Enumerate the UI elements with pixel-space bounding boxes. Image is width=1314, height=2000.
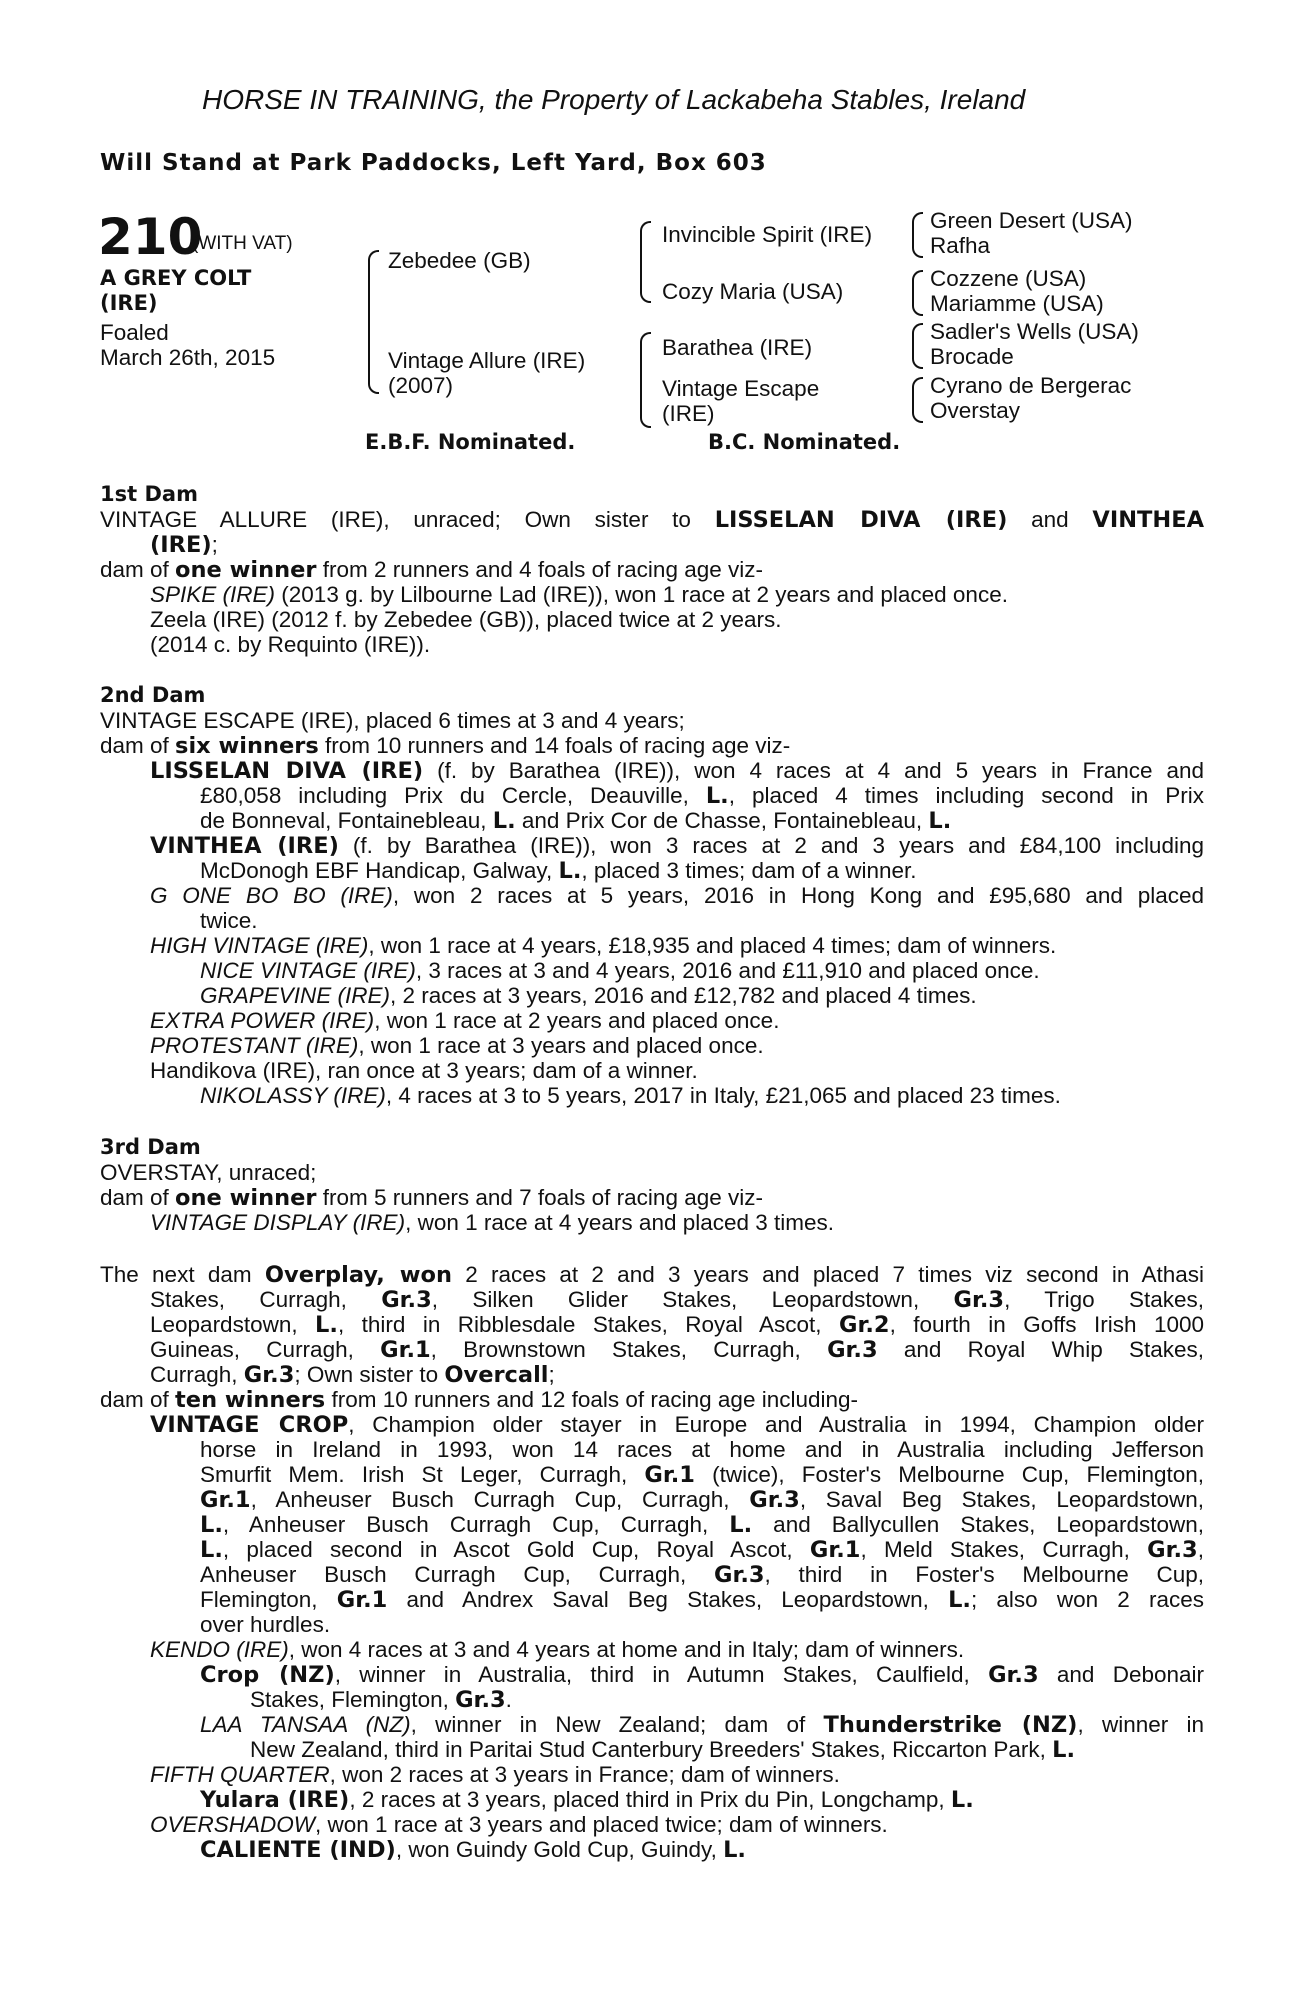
progeny-line <box>200 958 1040 983</box>
horse-name: CALIENTE (IND) <box>200 1837 396 1863</box>
text: , winner in New Zealand; dam of <box>410 1712 824 1737</box>
text: , won 1 race at 3 years and placed twice; dam of winners. <box>315 1812 888 1837</box>
pedigree-dam-year: (2007) <box>388 373 454 398</box>
race-grade: Gr.3 <box>243 1362 295 1388</box>
winner-count: one winner <box>175 1185 317 1211</box>
horse-name: VINTAGE DISPLAY (IRE) <box>150 1210 406 1235</box>
race-grade: L. <box>723 1837 746 1863</box>
text: and Ballycullen Stakes, Leopardstown, <box>752 1512 1204 1537</box>
text: and Prix Cor de Chasse, Fontainebleau, <box>515 808 929 833</box>
text: Curragh, <box>150 1362 244 1387</box>
section-heading: 2nd Dam <box>100 683 206 707</box>
race-grade: L. <box>1052 1737 1076 1763</box>
race-grade: Gr.1 <box>809 1537 861 1563</box>
text: , <box>1197 1537 1204 1562</box>
progeny-line <box>150 833 1204 859</box>
progeny-line: Zeela (IRE) (2012 f. by Zebedee (GB)), placed twice at 2 years. <box>150 607 782 632</box>
race-grade: L. <box>200 1537 223 1563</box>
text: , Champion older stayer in Europe and Australia in 1994, Champion older <box>348 1412 1204 1437</box>
race-grade: Gr.1 <box>380 1337 431 1363</box>
pedigree-sire-sire: Invincible Spirit (IRE) <box>662 222 873 247</box>
text: and Debonair <box>1038 1662 1205 1687</box>
progeny-line <box>200 1462 1204 1488</box>
text: . <box>505 1687 512 1712</box>
race-grade: Gr.3 <box>953 1287 1005 1313</box>
section-heading: 1st Dam <box>100 482 198 506</box>
progeny-line <box>200 1083 1061 1108</box>
progeny-line <box>150 933 1056 958</box>
text: dam of <box>100 1185 176 1210</box>
progeny-line <box>200 1512 1204 1538</box>
text: and Andrex Saval Beg Stakes, Leopardstown, <box>387 1587 949 1612</box>
text: Smurfit Mem. Irish St Leger, Curragh, <box>200 1462 645 1487</box>
race-grade: Gr.3 <box>713 1562 765 1588</box>
progeny-line <box>150 1033 764 1058</box>
text: 2 races at 2 and 3 years and placed 7 times viz second in Athasi <box>451 1262 1205 1287</box>
brace <box>912 377 923 423</box>
horse-name: LISSELAN DIVA (IRE) <box>150 758 424 784</box>
race-grade: L. <box>200 1512 223 1538</box>
text: , won 1 race at 4 years and placed 3 times. <box>405 1210 835 1235</box>
text: New Zealand, third in Paritai Stud Canterbury Breeders' Stakes, Riccarton Park, <box>250 1737 1053 1762</box>
race-grade: L. <box>948 1587 971 1613</box>
pedigree-dam: Vintage Allure (IRE) <box>388 348 586 373</box>
pedigree-sdd: Mariamme (USA) <box>930 291 1104 316</box>
section-heading: 3rd Dam <box>100 1135 201 1159</box>
race-grade: L. <box>705 783 729 809</box>
text: ; Own sister to <box>294 1362 445 1387</box>
dam-line <box>150 1362 555 1388</box>
text: (f. by Barathea (IRE)), won 3 races at 2 and 3 years and £84,100 including <box>338 833 1204 858</box>
horse-name: EXTRA POWER (IRE) <box>150 1008 375 1033</box>
text: , won 2 races at 3 years in France; dam of winners. <box>329 1762 840 1787</box>
progeny-line: over hurdles. <box>200 1612 331 1637</box>
race-grade: L. <box>729 1512 753 1538</box>
text: and <box>1007 507 1093 532</box>
horse-name: G ONE BO BO (IRE) <box>150 883 393 908</box>
text: dam of <box>100 733 176 758</box>
text: de Bonneval, Fontainebleau, <box>200 808 493 833</box>
progeny-line: Handikova (IRE), ran once at 3 years; dam of a winner. <box>150 1058 698 1083</box>
text: and Royal Whip Stakes, <box>877 1337 1204 1362</box>
text: , won 1 race at 4 years, £18,935 and placed 4 times; dam of winners. <box>368 933 1057 958</box>
horse-name: Overplay <box>264 1262 377 1288</box>
pedigree-dam-dam: Vintage Escape <box>662 376 820 401</box>
progeny-line <box>150 1210 834 1235</box>
text: ; <box>548 1362 555 1387</box>
text: VINTAGE ALLURE (IRE), unraced; Own sister to <box>100 507 715 532</box>
progeny-line <box>250 1737 1075 1763</box>
dam-line <box>100 733 790 759</box>
horse-name: HIGH VINTAGE (IRE) <box>150 933 369 958</box>
pedigree-dss: Sadler's Wells (USA) <box>930 319 1139 344</box>
horse-name: NICE VINTAGE (IRE) <box>200 958 416 983</box>
text: , third in Foster's Melbourne Cup, <box>764 1562 1204 1587</box>
text: Anheuser Busch Curragh Cup, Curragh, <box>200 1562 714 1587</box>
text: Stakes, Curragh, <box>150 1287 382 1312</box>
horse-name: VINTAGE CROP <box>150 1412 349 1438</box>
text: McDonogh EBF Handicap, Galway, <box>200 858 559 883</box>
progeny-line <box>250 1687 512 1713</box>
text: , 2 races at 3 years, placed third in Prix du Pin, Longchamp, <box>349 1787 951 1812</box>
winner-count: one winner <box>175 557 317 583</box>
horse-name: KENDO (IRE) <box>150 1637 289 1662</box>
winner-count: six winners <box>175 733 319 759</box>
lot-number: 210 <box>98 208 203 266</box>
text: (twice), Foster's Melbourne Cup, Flemington, <box>694 1462 1205 1487</box>
horse-name: Overcall <box>444 1362 549 1388</box>
text: Leopardstown, <box>150 1312 316 1337</box>
text: from 5 runners and 7 foals of racing age viz- <box>316 1185 763 1210</box>
progeny-line <box>150 883 1204 908</box>
lot-description-origin: (IRE) <box>100 291 158 315</box>
brace <box>912 212 923 258</box>
pedigree-sire: Zebedee (GB) <box>388 248 531 273</box>
progeny-line <box>200 1587 1204 1613</box>
horse-name: OVERSHADOW <box>150 1812 316 1837</box>
progeny-line: horse in Ireland in 1993, won 14 races at home and in Australia including Jefferson <box>200 1437 1204 1462</box>
text: , fourth in Goffs Irish 1000 <box>889 1312 1204 1337</box>
bc-note: B.C. Nominated. <box>708 430 901 454</box>
dam-line <box>150 532 218 558</box>
race-grade: L. <box>315 1312 338 1338</box>
text: Stakes, Flemington, <box>250 1687 456 1712</box>
race-grade: L. <box>950 1787 974 1813</box>
text: , <box>376 1262 400 1288</box>
text: , Brownstown Stakes, Curragh, <box>430 1337 828 1362</box>
text: ; <box>211 532 218 557</box>
text: , winner in <box>1077 1712 1204 1737</box>
progeny-line <box>200 1537 1204 1563</box>
text: , placed second in Ascot Gold Cup, Royal Ascot, <box>222 1537 810 1562</box>
text: , Trigo Stakes, <box>1004 1287 1205 1312</box>
text: , placed 3 times; dam of a winner. <box>581 858 917 883</box>
dam-line <box>100 557 763 583</box>
dam-line: VINTAGE ESCAPE (IRE), placed 6 times at 3 and 4 years; <box>100 708 685 733</box>
progeny-line <box>200 858 917 884</box>
progeny-line: twice. <box>200 908 258 933</box>
race-grade: L. <box>558 858 582 884</box>
text: , Silken Glider Stakes, Leopardstown, <box>431 1287 954 1312</box>
text: , won Guindy Gold Cup, Guindy, <box>395 1837 724 1862</box>
text: dam of <box>100 1387 176 1412</box>
horse-name: NIKOLASSY (IRE) <box>200 1083 386 1108</box>
text: ; also won 2 races <box>970 1587 1204 1612</box>
progeny-line <box>200 1837 746 1863</box>
text: won <box>399 1262 452 1288</box>
race-grade: Gr.3 <box>827 1337 878 1363</box>
progeny-line <box>200 1562 1204 1588</box>
pedigree-sss: Green Desert (USA) <box>930 208 1133 233</box>
pedigree-sire-dam: Cozy Maria (USA) <box>662 279 844 304</box>
text: , Anheuser Busch Curragh Cup, Curragh, <box>250 1487 750 1512</box>
dam-line <box>100 1185 763 1211</box>
text: , Saval Beg Stakes, Leopardstown, <box>799 1487 1204 1512</box>
text: , placed 4 times including second in Prix <box>728 783 1205 808</box>
progeny-line <box>200 1712 1204 1738</box>
dam-line <box>100 1262 1204 1288</box>
horse-name: Thunderstrike (NZ) <box>823 1712 1078 1738</box>
brace <box>640 332 651 428</box>
race-grade: Gr.1 <box>200 1487 251 1513</box>
race-grade: Gr.3 <box>1147 1537 1198 1563</box>
brace <box>912 270 923 316</box>
text: , won 1 race at 2 years and placed once. <box>374 1008 780 1033</box>
progeny-line <box>150 1812 888 1837</box>
winner-count: ten winners <box>175 1387 326 1413</box>
text: , Meld Stakes, Curragh, <box>860 1537 1148 1562</box>
text: from 2 runners and 4 foals of racing age viz- <box>316 557 763 582</box>
text: , Anheuser Busch Curragh Cup, Curragh, <box>222 1512 730 1537</box>
text: £80,058 including Prix du Cercle, Deauville, <box>200 783 706 808</box>
text: (f. by Barathea (IRE)), won 4 races at 4 and 5 years in France and <box>423 758 1204 783</box>
horse-name: VINTHEA <box>1092 507 1204 533</box>
text: , winner in Australia, third in Autumn Stakes, Caulfield, <box>334 1662 989 1687</box>
pedigree-ddd: Overstay <box>930 398 1021 423</box>
brace <box>912 323 923 369</box>
progeny-line <box>200 783 1204 809</box>
text: , 2 races at 3 years, 2016 and £12,782 and placed 4 times. <box>390 983 977 1008</box>
horse-name: SPIKE (IRE) <box>150 582 276 607</box>
horse-origin: (IRE) <box>150 532 212 558</box>
page-title: HORSE IN TRAINING, the Property of Lackabeha Stables, Ireland <box>202 84 1026 115</box>
pedigree-dds: Cyrano de Bergerac <box>930 373 1132 398</box>
race-grade: L. <box>928 808 952 834</box>
progeny-line <box>200 983 977 1008</box>
progeny-line <box>150 582 1008 607</box>
race-grade: L. <box>492 808 516 834</box>
horse-name: Yulara (IRE) <box>200 1787 350 1813</box>
race-grade: Gr.3 <box>455 1687 506 1713</box>
text: , won 2 races at 5 years, 2016 in Hong Kong and £95,680 and placed <box>392 883 1204 908</box>
dam-line <box>100 507 1204 533</box>
progeny-line <box>150 1008 779 1033</box>
progeny-line: (2014 c. by Requinto (IRE)). <box>150 632 431 657</box>
dam-line <box>100 1387 858 1413</box>
horse-name: Crop (NZ) <box>200 1662 335 1688</box>
pedigree-sds: Cozzene (USA) <box>930 266 1087 291</box>
vat-note: (WITH VAT) <box>192 233 293 254</box>
progeny-line <box>150 1412 1204 1438</box>
pedigree-dam-sire: Barathea (IRE) <box>662 335 813 360</box>
foaled-label: Foaled <box>100 320 169 345</box>
pedigree-dam-dam-origin: (IRE) <box>662 401 715 426</box>
text: from 10 runners and 12 foals of racing age including- <box>325 1387 859 1412</box>
progeny-line <box>200 808 951 834</box>
brace <box>640 221 651 303</box>
text: , won 1 race at 3 years and placed once. <box>358 1033 764 1058</box>
text: Guineas, Curragh, <box>150 1337 381 1362</box>
progeny-line <box>150 1762 840 1787</box>
text: , third in Ribblesdale Stakes, Royal Ascot, <box>337 1312 839 1337</box>
ebf-note: E.B.F. Nominated. <box>365 430 576 454</box>
horse-name: PROTESTANT (IRE) <box>150 1033 359 1058</box>
progeny-line <box>200 1662 1204 1688</box>
text: dam of <box>100 557 176 582</box>
text: (2013 g. by Lilbourne Lad (IRE)), won 1 race at 2 years and placed once. <box>275 582 1008 607</box>
lot-description: A GREY COLT <box>100 266 252 290</box>
horse-name: GRAPEVINE (IRE) <box>200 983 391 1008</box>
race-grade: Gr.3 <box>988 1662 1039 1688</box>
pedigree-ssd: Rafha <box>930 233 991 258</box>
text: , won 4 races at 3 and 4 years at home and in Italy; dam of winners. <box>288 1637 965 1662</box>
progeny-line <box>200 1787 974 1813</box>
text: The next dam <box>100 1262 265 1287</box>
race-grade: Gr.3 <box>381 1287 432 1313</box>
progeny-line <box>200 1487 1204 1513</box>
text: , 4 races at 3 to 5 years, 2017 in Italy, £21,065 and placed 23 times. <box>385 1083 1061 1108</box>
stabling-location: Will Stand at Park Paddocks, Left Yard, Box 603 <box>100 150 767 176</box>
race-grade: Gr.1 <box>336 1587 388 1613</box>
progeny-line <box>150 1637 964 1662</box>
dam-line: OVERSTAY, unraced; <box>100 1160 317 1185</box>
horse-name: LISSELAN DIVA (IRE) <box>714 507 1008 533</box>
dam-line <box>150 1312 1204 1338</box>
race-grade: Gr.2 <box>839 1312 890 1338</box>
dam-line <box>150 1337 1204 1363</box>
dam-line <box>150 1287 1204 1313</box>
horse-name: FIFTH QUARTER <box>150 1762 330 1787</box>
brace <box>368 250 379 394</box>
text: , 3 races at 3 and 4 years, 2016 and £11,910 and placed once. <box>415 958 1040 983</box>
race-grade: Gr.1 <box>644 1462 695 1488</box>
text: from 10 runners and 14 foals of racing age viz- <box>318 733 791 758</box>
foaled-date: March 26th, 2015 <box>100 345 276 370</box>
text: Flemington, <box>200 1587 337 1612</box>
progeny-line <box>150 758 1204 784</box>
pedigree-dsd: Brocade <box>930 344 1014 369</box>
horse-name: VINTHEA (IRE) <box>150 833 339 859</box>
race-grade: Gr.3 <box>749 1487 800 1513</box>
horse-name: LAA TANSAA (NZ) <box>200 1712 411 1737</box>
